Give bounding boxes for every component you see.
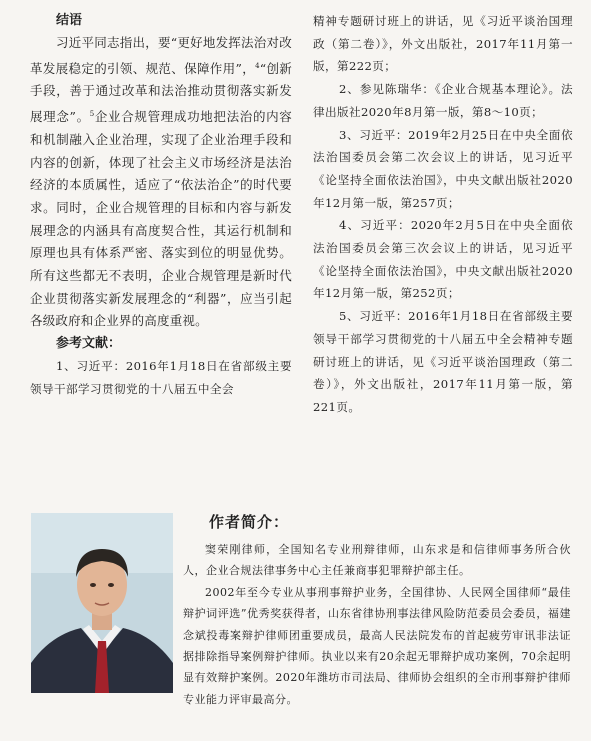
author-bio — [183, 539, 571, 710]
reference-4: 4、习近平：2020年2月5日在中央全面依法治国委员会第三次会议上的讲话，见习近平《论坚持全面依法治国》，中央文献出版社2020年12月第一版，第252页； — [313, 218, 573, 301]
reference-3: 3、习近平：2019年2月25日在中央全面依法治国委员会第二次会议上的讲话，见习近平《论坚持全面依法治国》，中央文献出版社2020年12月第一版，第257页； — [313, 127, 573, 210]
references-heading: 参考文献： — [56, 336, 122, 352]
reference-1-end: 精神专题研讨班上的讲话，见《习近平谈治国理政（第二卷）》，外文出版社，2017年11月第一版，第222页； — [313, 14, 573, 74]
reference-5: 5、习近平：2016年1月18日在省部级主要领导干部学习贯彻党的十八届五中全会精神专题研讨班上的讲话，见《习近平谈治国理政（第二卷）》，外文出版社，2017年11月第一版，第221页。 — [313, 309, 573, 414]
reference-2: 2、参见陈瑞华：《企业合规基本理论》。法律出版社2020年8月第一版，第8～10页； — [313, 82, 573, 119]
conclusion-heading: 结语 — [56, 13, 83, 28]
footnote-ref-4: 4 — [255, 61, 260, 70]
conclusion-text-b: “创新手段，善于通过改革和法治推动贯彻落实新发展理念”。 — [30, 60, 292, 125]
left-column — [30, 10, 292, 401]
portrait-illustration — [31, 513, 173, 693]
reference-1-start: 1、习近平：2016年1月18日在省部级主要领导干部学习贯彻党的十八届五中全会 — [30, 359, 292, 396]
right-column — [313, 10, 573, 419]
conclusion-paragraph — [30, 32, 292, 333]
author-bio-paragraph-1: 窦荣刚律师，全国知名专业刑辩律师，山东求是和信律师事务所合伙人，企业合规法律事务中心主任兼商事犯罪辩护部主任。 — [183, 543, 571, 578]
author-intro-heading: 作者简介： — [209, 513, 290, 531]
conclusion-text-a: 习近平同志指出，要“更好地发挥法治对改革发展稳定的引领、规范、保障作用”， — [30, 35, 292, 76]
author-bio-paragraph-2: 2002年至今专业从事刑事辩护业务，全国律协、人民网全国律师“最佳辩护词评选”优秀奖获得者，山东省律协刑事法律风险防范委员会委员，福建念斌投毒案辩护律师团重要成员，最高人民法院发布的首起疲劳审讯非法证据排除指导案例辩护律师。执业以来有20余起无罪辩护成功案例，70余起明显有效辩护案例。2020年潍坊市司法局、律师协会组织的全市刑事辩护律师专业能力评审最高分。 — [183, 585, 571, 706]
footnote-ref-5: 5 — [89, 110, 95, 119]
conclusion-text-c: 企业合规管理成功地把法治的内容和机制融入企业治理，实现了企业治理手段和内容的创新，体现了社会主义市场经济是法治经济的本质属性，适应了“依法治企”的时代要求。同时，企业合规管理的目标和内容与新发展理念的内涵具有高度契合性，其运行机制和原理也具有体系严密、落实到位的明显优势。所有这些都无不表明，企业合规管理是新时代企业贯彻落实新发展理念的“利器”，应当引起各级政府和企业界的高度重视。 — [30, 109, 292, 329]
author-photo — [31, 513, 173, 693]
author-section — [0, 497, 591, 741]
